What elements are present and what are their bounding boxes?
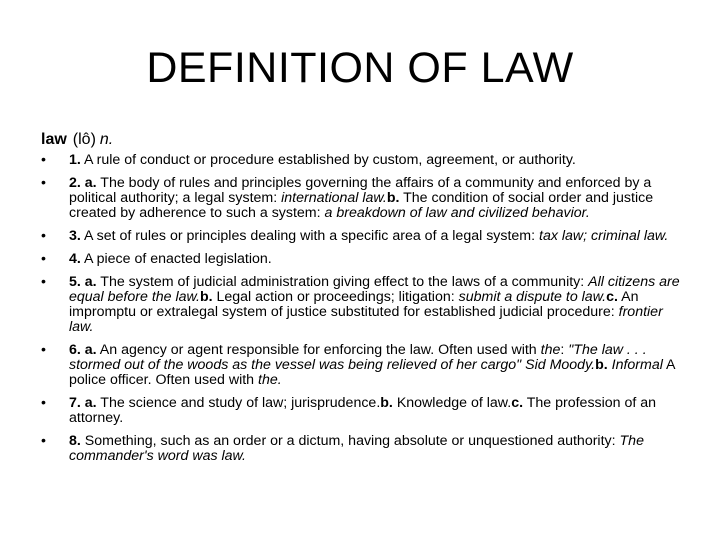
definition-item	[41, 229, 681, 244]
definition-item	[41, 153, 681, 168]
headword: law	[41, 131, 67, 148]
bullet-marker: •	[41, 251, 46, 267]
definition-item	[41, 275, 681, 335]
sense-number: 3.	[69, 228, 81, 244]
usage-example: the.	[258, 372, 282, 388]
definition-text: An impromptu or extralegal system of justice substituted for established judicial procedure:	[69, 289, 639, 320]
definition-item	[41, 434, 681, 464]
definition-text: Something, such as an order or a dictum, having absolute or unquestioned authority:	[80, 433, 620, 449]
definition-text: A police officer. Often used with	[69, 357, 675, 388]
usage-example: the	[540, 342, 561, 358]
usage-example: "The law . . . stormed out of the woods as the vessel was being relieved of her cargo" Sid Moody.	[69, 342, 647, 373]
definition-text: The body of rules and principles governing the affairs of a community and enforced by a political authority; a legal system:	[69, 175, 652, 206]
sense-number: 7. a.	[69, 395, 97, 411]
definition-text: A rule of conduct or procedure established by custom, agreement, or authority.	[80, 152, 576, 168]
definition-text: A piece of enacted legislation.	[80, 251, 272, 267]
definition-text: The profession of an attorney.	[69, 395, 657, 426]
bullet-marker: •	[41, 175, 46, 191]
sense-number: 2. a.	[69, 175, 97, 191]
bullet-marker: •	[41, 228, 46, 244]
definition-item	[41, 343, 681, 388]
definition-list	[41, 153, 681, 472]
slide-title: DEFINITION OF LAW	[146, 44, 574, 92]
usage-example: The commander's word was law.	[69, 433, 644, 464]
sense-number: 8.	[69, 433, 81, 449]
sense-number: b.	[595, 357, 608, 373]
bullet-marker: •	[41, 274, 46, 290]
bullet-marker: •	[41, 342, 46, 358]
definition-text: The science and study of law; jurisprudence.	[96, 395, 381, 411]
sense-number: 4.	[69, 251, 81, 267]
bullet-marker: •	[41, 152, 46, 168]
sense-number: c.	[606, 289, 618, 305]
part-of-speech: n.	[99, 131, 114, 148]
pronunciation: (lô)	[72, 131, 96, 148]
usage-example: international law.	[281, 190, 387, 206]
sense-number: b.	[386, 190, 400, 206]
definition-item	[41, 176, 681, 221]
bullet-marker: •	[41, 395, 46, 411]
sense-number: 6. a.	[69, 342, 97, 358]
usage-example: tax law; criminal law.	[539, 228, 669, 244]
definition-text: The condition of social order and justice created by adherence to such a system:	[69, 190, 654, 221]
sense-number: 1.	[69, 152, 81, 168]
definition-text: The system of judicial administration giving effect to the laws of a community:	[96, 274, 589, 290]
definition-text: Knowledge of law.	[392, 395, 512, 411]
definition-text: :	[560, 342, 569, 358]
usage-example: a breakdown of law and civilized behavior.	[324, 205, 590, 221]
usage-example: All citizens are equal before the law.	[69, 274, 680, 305]
bullet-marker: •	[41, 433, 46, 449]
sense-number: 5. a.	[69, 274, 97, 290]
sense-number: b.	[380, 395, 393, 411]
dictionary-headword	[41, 130, 113, 150]
definition-text: An agency or agent responsible for enforcing the law. Often used with	[96, 342, 541, 358]
definition-item	[41, 396, 681, 426]
definition-text: A set of rules or principles dealing with a specific area of a legal system:	[80, 228, 540, 244]
usage-example: submit a dispute to law.	[458, 289, 607, 305]
sense-number: b.	[199, 289, 213, 305]
definition-text: Legal action or proceedings; litigation:	[212, 289, 459, 305]
sense-number: c.	[511, 395, 524, 411]
usage-example: Informal	[611, 357, 663, 373]
definition-item	[41, 252, 681, 267]
usage-example: frontier law.	[69, 304, 663, 335]
